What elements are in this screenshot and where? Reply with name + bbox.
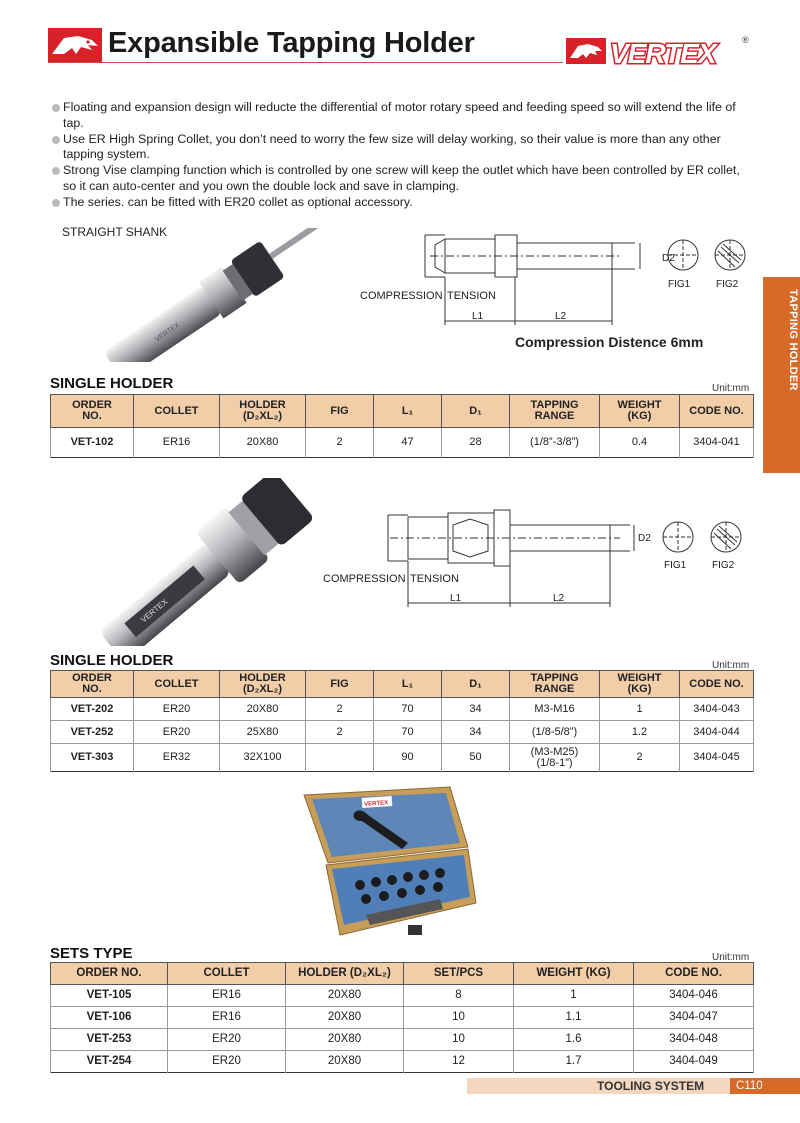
col-tapping-range: TAPPING RANGE [510, 395, 600, 428]
fig2-label: FIG2 [716, 279, 739, 290]
col-weight: WEIGHT (KG) [600, 395, 680, 428]
vertex-brand-logo [566, 34, 752, 68]
brand-wordmark: VERTEX [610, 38, 716, 68]
feature-item: Floating and expansion design will reducte the differential of motor rotary speed and feeding speed so will extend the life of tap. [52, 100, 754, 132]
table-row: VET-106 ER16 20X80 10 1.1 3404-047 [51, 1007, 754, 1029]
bullet-icon [52, 167, 60, 175]
footer-bar [467, 1078, 800, 1094]
col-collet: COLLET [134, 395, 220, 428]
tapping-set-box-photo [300, 785, 480, 945]
compression-label: COMPRESSION [360, 290, 443, 302]
table-header-row [51, 395, 754, 428]
table-row: VET-254 ER20 20X80 12 1.7 3404-049 [51, 1051, 754, 1073]
section-side-tab: TAPPING HOLDER [763, 277, 800, 473]
l1-label: L1 [450, 593, 462, 604]
feature-item: Strong Vise clamping function which is controlled by one screw will keep the outlet which have been controlled by ER collet, so it can auto-center and you own the double lock and save in clamping. [52, 163, 754, 195]
feature-item: The series. can be fitted with ER20 collet as optional accessory. [52, 195, 754, 211]
svg-text:VERTEX: VERTEX [154, 321, 182, 344]
unit-label-2: Unit:mm [712, 660, 750, 671]
tension-label: TENSION [410, 573, 459, 585]
single-holder-title-1: SINGLE HOLDER [50, 375, 174, 392]
table-header-row: ORDER NO. COLLET HOLDER (D₂XL₂) SET/PCS WEIGHT (KG) CODE NO. [51, 963, 754, 985]
compression-note: Compression Distence 6mm [515, 334, 704, 350]
table-row: VET-102 ER16 20X80 2 47 28 (1/8”-3/8”) 0.4 3404-041 [51, 428, 754, 458]
tapping-holder-photo-1 [70, 228, 350, 362]
page-title: Expansible Tapping Holder [108, 27, 475, 59]
eagle-logo-icon [48, 28, 102, 62]
dimension-drawing-2 [320, 505, 750, 610]
col-code-no: CODE NO. [680, 395, 754, 428]
d2-label: D2 [662, 253, 675, 264]
svg-text:VERTEX: VERTEX [139, 597, 170, 625]
feature-list [52, 100, 754, 211]
col-l1: L₁ [374, 395, 442, 428]
svg-text:VERTEX: VERTEX [363, 800, 389, 808]
fig1-label: FIG1 [668, 279, 691, 290]
col-order-no: ORDER NO. [51, 395, 134, 428]
l1-label: L1 [472, 311, 484, 322]
table-row: VET-252 ER20 25X80 2 70 34 (1/8-5/8”) 1.2 3404-044 [51, 721, 754, 744]
tapping-holder-photo-2 [60, 478, 350, 646]
l2-label: L2 [555, 311, 567, 322]
fig1-label: FIG1 [664, 560, 687, 571]
bullet-icon [52, 136, 60, 144]
fig2-label: FIG2 [712, 560, 735, 571]
straight-shank-caption: STRAIGHT SHANK [62, 225, 168, 239]
bullet-icon [52, 104, 60, 112]
sets-type-title: SETS TYPE [50, 945, 133, 962]
title-underline [48, 62, 563, 63]
footer-section-label: TOOLING SYSTEM [597, 1079, 705, 1093]
unit-label-1: Unit:mm [712, 383, 750, 394]
tension-label: TENSION [447, 290, 496, 302]
table-row: VET-202 ER20 20X80 2 70 34 M3-M16 1 3404-043 [51, 698, 754, 721]
col-fig: FIG [306, 395, 374, 428]
col-d1: D₁ [442, 395, 510, 428]
compression-label: COMPRESSION [323, 573, 406, 585]
page-code: C110 [730, 1078, 800, 1094]
table-row: VET-105 ER16 20X80 8 1 3404-046 [51, 985, 754, 1007]
table-row: VET-303 ER32 32X100 90 50 (M3-M25) (1/8-1”) 2 3404-045 [51, 744, 754, 772]
single-holder-table-2 [50, 670, 754, 772]
single-holder-title-2: SINGLE HOLDER [50, 652, 174, 669]
table-row: VET-253 ER20 20X80 10 1.6 3404-048 [51, 1029, 754, 1051]
table-header-row: ORDER NO. COLLET HOLDER (D₂XL₂) FIG L₁ D₁ TAPPING RANGE WEIGHT (KG) CODE NO. [51, 671, 754, 698]
col-holder: HOLDER (D₂XL₂) [220, 395, 306, 428]
single-holder-table-1 [50, 394, 754, 458]
feature-item: Use ER High Spring Collet, you don’t need to worry the few size will delay working, so their value is more than any other tapping system. [52, 132, 754, 164]
l2-label: L2 [553, 593, 565, 604]
dimension-drawing-1 [350, 225, 750, 335]
bullet-icon [52, 199, 60, 207]
d2-label: D2 [638, 533, 651, 544]
svg-text:®: ® [742, 35, 749, 45]
sets-type-table [50, 962, 754, 1073]
unit-label-3: Unit:mm [712, 952, 750, 963]
